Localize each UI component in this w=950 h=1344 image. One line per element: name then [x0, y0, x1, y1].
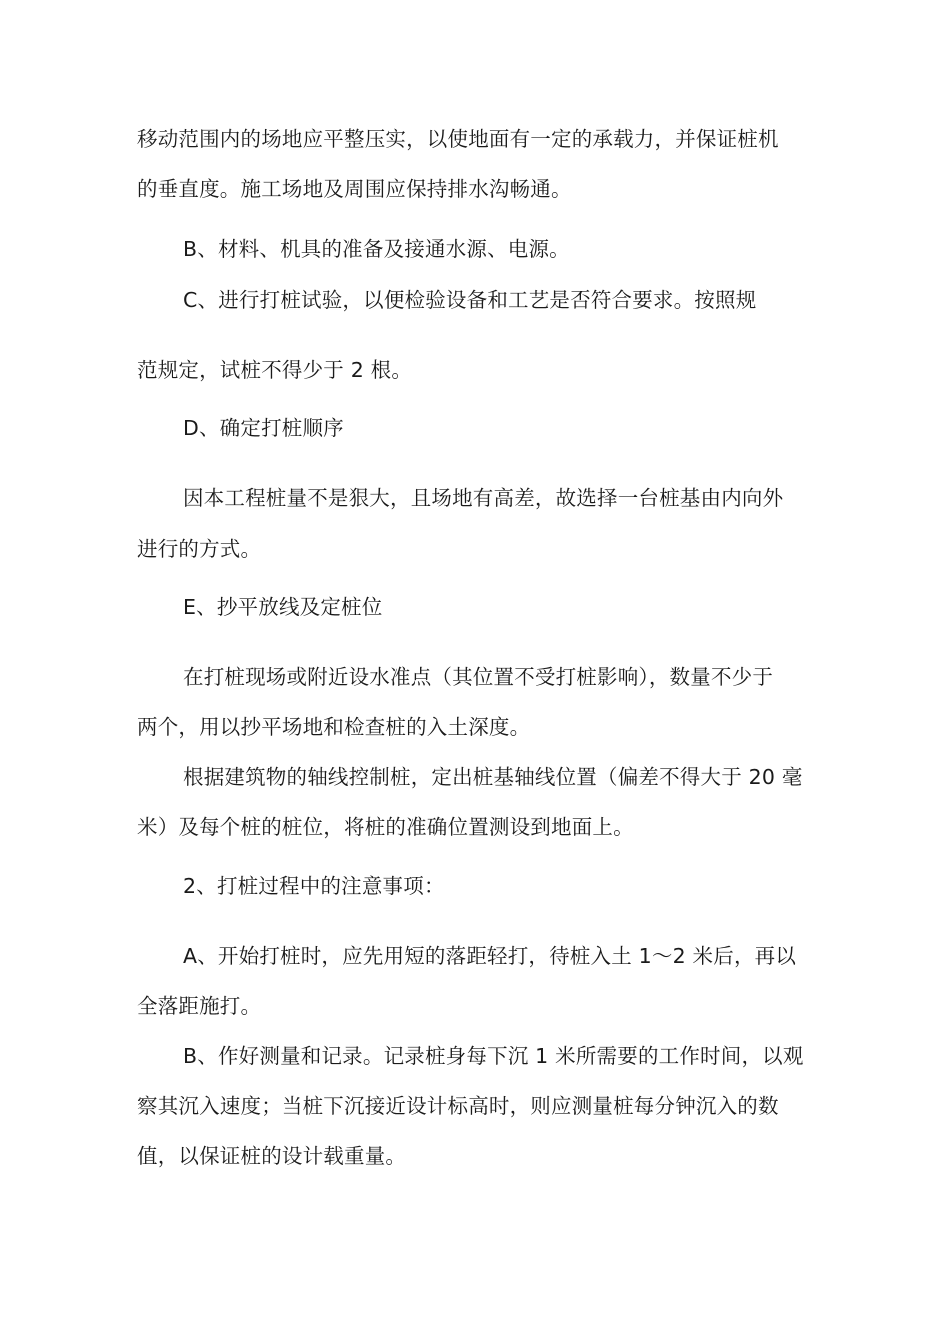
paragraph-line: 全落距施打。: [137, 994, 262, 1018]
paragraph-line: 察其沉入速度；当桩下沉接近设计标高时，则应测量桩每分钟沉入的数: [137, 1094, 779, 1118]
paragraph-line: 范规定，试桩不得少于 2 根。: [137, 358, 413, 382]
paragraph-line: C、进行打桩试验，以便检验设备和工艺是否符合要求。按照规: [183, 288, 757, 312]
paragraph-line: 因本工程桩量不是狠大，且场地有高差，故选择一台桩基由内向外: [183, 486, 784, 510]
paragraph-line: D、确定打桩顺序: [183, 416, 344, 440]
paragraph-line: 两个，用以抄平场地和检查桩的入土深度。: [137, 715, 531, 739]
paragraph-line: 移动范围内的场地应平整压实，以使地面有一定的承载力，并保证桩机: [137, 127, 779, 151]
paragraph-line: E、抄平放线及定桩位: [183, 595, 383, 619]
paragraph-line: 根据建筑物的轴线控制桩，定出桩基轴线位置（偏差不得大于 20 毫: [183, 765, 803, 789]
paragraph-line: 值，以保证桩的设计载重量。: [137, 1144, 407, 1168]
paragraph-line: 米）及每个桩的桩位，将桩的准确位置测设到地面上。: [137, 815, 634, 839]
paragraph-line: 2、打桩过程中的注意事项：: [183, 874, 445, 898]
paragraph-line: 进行的方式。: [137, 537, 262, 561]
paragraph-line: A、开始打桩时，应先用短的落距轻打，待桩入土 1〜2 米后，再以: [183, 944, 797, 968]
paragraph-line: B、材料、机具的准备及接通水源、电源。: [183, 237, 570, 261]
paragraph-line: B、作好测量和记录。记录桩身每下沉 1 米所需要的工作时间，以观: [183, 1044, 804, 1068]
paragraph-line: 在打桩现场或附近设水准点（其位置不受打桩影响），数量不少于: [183, 665, 774, 689]
paragraph-line: 的垂直度。施工场地及周围应保持排水沟畅通。: [137, 177, 572, 201]
